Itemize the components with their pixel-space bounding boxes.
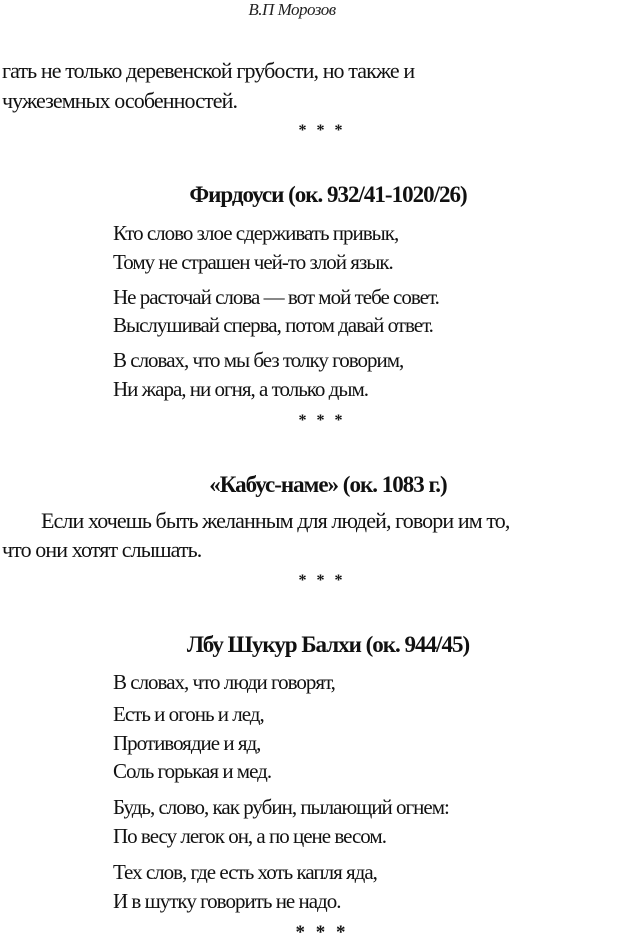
intro-prose-line-1: гать не только деревенской грубости, но также и	[2, 58, 415, 83]
separator: * * *	[298, 572, 346, 589]
verse-line: Кто слово злое сдерживать привык,	[113, 221, 399, 245]
running-head	[0, 0, 620, 20]
verse-line: Есть и огонь и лед,	[113, 702, 264, 726]
prose-line: Если хочешь быть желанным для людей, говори им то,	[41, 508, 510, 533]
verse-line: Будь, слово, как рубин, пылающий огнем:	[113, 795, 449, 819]
section-heading-qabus-nama: «Кабус-наме» (ок. 1083 г.)	[209, 472, 447, 497]
verse-line: Тех слов, где есть хоть капля яда,	[113, 860, 377, 884]
verse-line: И в шутку говорить не надо.	[113, 889, 341, 913]
verse-line: По весу легок он, а по цене весом.	[113, 824, 386, 848]
prose-line: что они хотят слышать.	[2, 537, 202, 562]
intro-prose-line-2: чужеземных особенностей.	[2, 88, 238, 113]
verse-line: Ни жара, ни огня, а только дым.	[113, 377, 369, 401]
verse-line: В словах, что люди говорят,	[113, 670, 335, 694]
separator: * * *	[298, 412, 346, 429]
section-heading-ferdowsi: Фирдоуси (ок. 932/41-1020/26)	[189, 182, 467, 207]
separator: * * *	[295, 922, 349, 943]
verse-line: В словах, что мы без толку говорим,	[113, 348, 404, 372]
verse-line: Противоядие и яд,	[113, 731, 261, 755]
verse-line: Соль горькая и мед.	[113, 759, 272, 783]
running-head-text: В.П Морозов	[248, 0, 336, 19]
verse-line: Тому не страшен чей-то злой язык.	[113, 250, 393, 274]
verse-line: Выслушивай сперва, потом давай ответ.	[113, 313, 433, 337]
section-heading-balkhi: Лбу Шукур Балхи (ок. 944/45)	[186, 632, 470, 657]
verse-line: Не расточай слова — вот мой тебе совет.	[113, 285, 439, 309]
separator: * * *	[298, 122, 346, 139]
